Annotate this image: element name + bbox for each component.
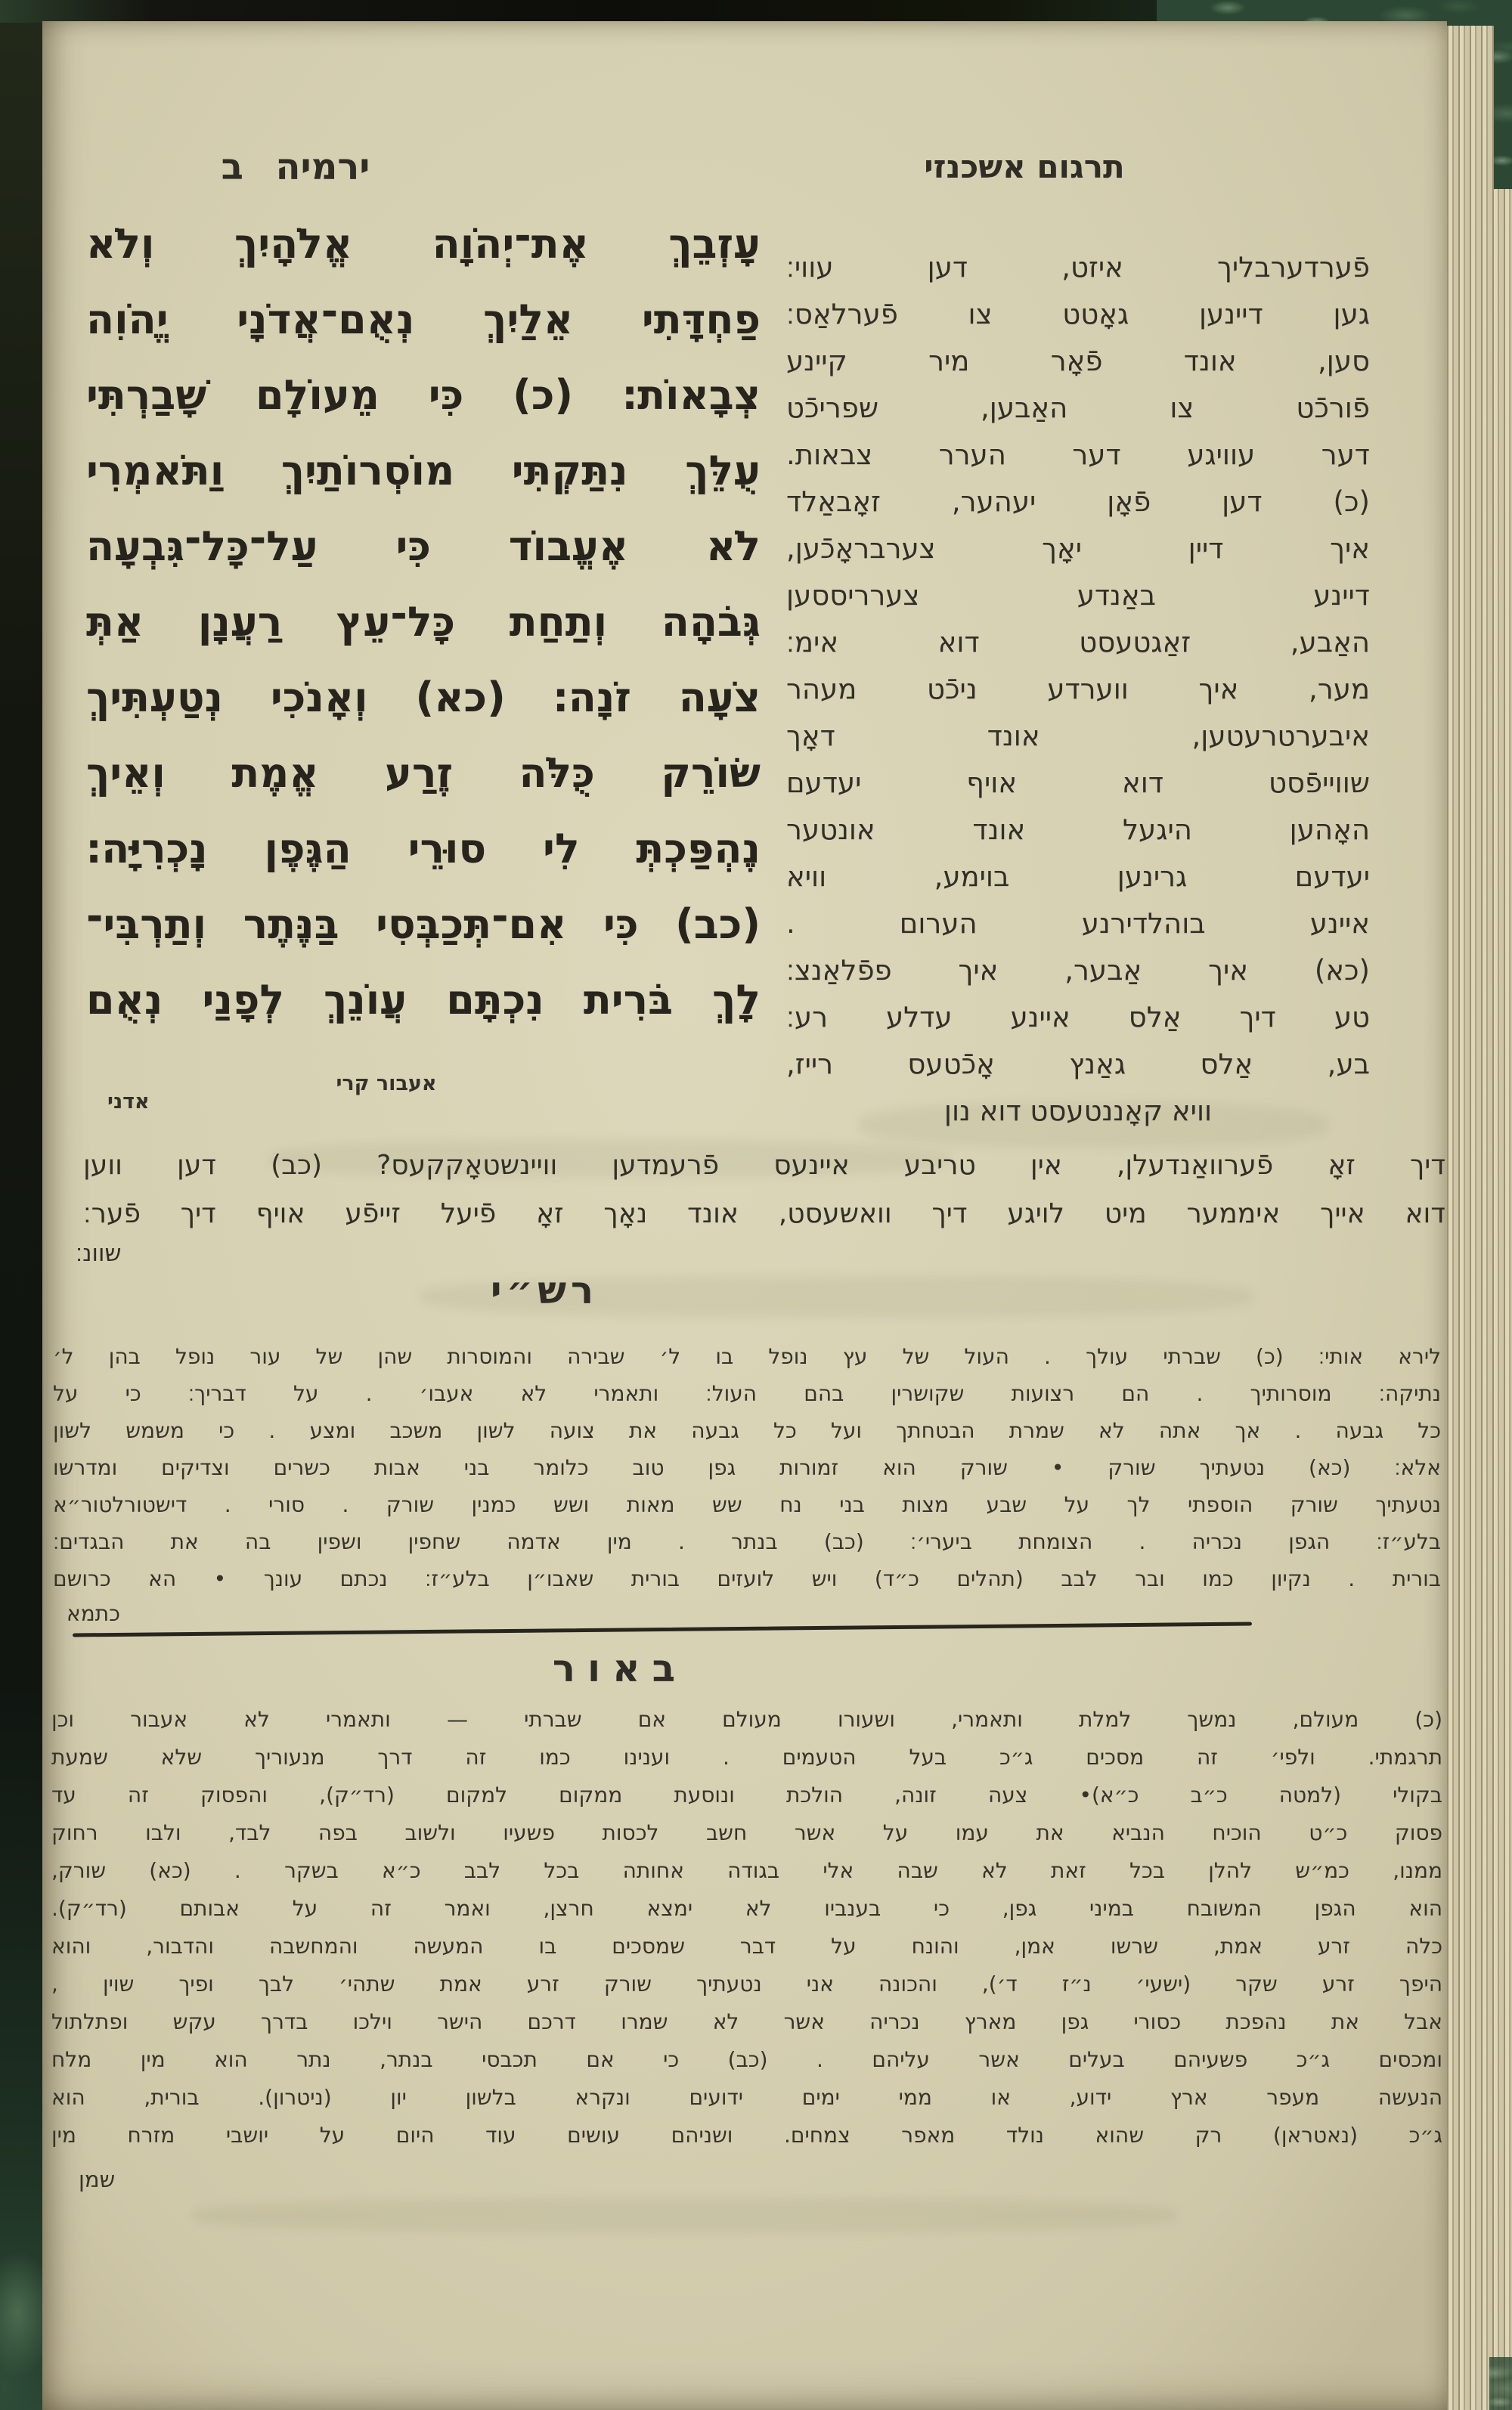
targum-line: (כא) איך אַבער, איך פפֿלאַנצ׃ [786, 954, 1370, 987]
bible-column-header: ירמיה ב [221, 146, 370, 188]
targum-line: גען דיינען גאָטט צו פֿערלאַס׃ [786, 298, 1370, 330]
ink-showthrough [194, 2198, 1176, 2232]
targum-line: סען, אונד פֿאָר מיר קיינע [786, 345, 1370, 377]
bible-line: צֹעָה זֹנָה׃ (כא) וְאָנֹכִי נְטַעְתִּיךְ [86, 674, 761, 721]
targum-full-line: דיך זאָ פֿערוואַנדעלן, אין טריבע איינעס פֿרעמדען וויינשטאָקקעס? (כב) דען ווען [83, 1150, 1445, 1181]
biur-line: תרגמתי. ולפי׳ זה מסכים ג״כ בעל הטעמים . וענינו כמו זה דרך מנעוריך שלא שמעת [51, 1745, 1442, 1770]
biur-line: הנעשה מעפר ארץ ידוע, או ממי ימים ידועים ונקרא בלשון יון (ניטרון). בורית, הוא [51, 2085, 1442, 2110]
rashi-line: כל גבעה . אך אתה לא שמרת הבטחתך ועל כל גבעה את צועה לשון משכב ומצע . כי משמש לשון [53, 1418, 1441, 1443]
targum-line: וויא קאָננטעסט דוא נון [943, 1095, 1213, 1127]
bible-line: גְּבֹהָה וְתַחַת כָּל־עֵץ רַעֲנָן אַתְּ [86, 598, 761, 646]
targum-line: מער, איך ווערדע ניכֿט מעהר [786, 673, 1370, 705]
rashi-line: בלע״ז׃ הגפן נכריה . הצומחת ביערי׳׃ (כב) בנתר . מין אדמה שחפין ושפין בה את הבגדים׃ [53, 1529, 1441, 1554]
biur-line: כלה זרע אמת, שרשו אמן, והונח על דבר שמסכים בו המעשה והמחשבה והדבור, והוא [51, 1934, 1442, 1959]
page-fore-edge-stack [1447, 0, 1512, 2410]
targum-line: טע דיך אַלס איינע עדלע רע׃ [786, 1001, 1370, 1033]
targum-catchword: שוונ׃ [76, 1240, 122, 1267]
rashi-line: נטעתיך שורק הוספתי לך על שבע מצות בני נח שש מאות ושש כמנין שורק . סורי . דישטורלטור״א [53, 1492, 1441, 1517]
biur-line: ממנו, כמ״ש להלן בכל זאת לא שבה אלי בגודה אחותה בכל לבב כ״א בשקר . (כא) שורק, [51, 1858, 1442, 1883]
targum-line: שווייפֿסט דוא אויף יעדעם [786, 767, 1370, 799]
targum-line: האַבע, זאַגטעסט דוא אימ׃ [786, 626, 1370, 658]
rashi-line: לירא אותי׃ (כ) שברתי עולך . העול של עץ נופל בו ל׳ שבירה והמוסרות שהן של עור נופל בהן ל׳ [53, 1344, 1441, 1369]
targum-line: איינע בוהלדירנע הערום . [786, 907, 1370, 940]
biur-line: פסוק כ״ט הוכיח הנביא את עמו על אשר חשב לכסות פשעיו ולשוב בפה לבד, ולבו רחוק [51, 1820, 1442, 1845]
bible-line: פַחְדָּתִי אֵלַיִךְ נְאֻם־אֲדֹנָי יֱהֹוִה [86, 296, 761, 343]
biur-line: (כ) מעולם, נמשך למלת ותאמרי, ושעורו מעולם אם שברתי — ותאמרי לא אעבור וכן [51, 1707, 1442, 1732]
targum-line: איבערטרעטען, אונד דאָך [786, 720, 1370, 752]
biur-catchword: שמן [79, 2167, 116, 2192]
bible-line: לָךְ בֹּרִית נִכְתָּם עֲוֹנֵךְ לְפָנַי נְאֻם [86, 976, 761, 1024]
bible-line: לֹא אֶעֱבוֹד כִּי עַל־כָּל־גִּבְעָה [86, 522, 761, 570]
rashi-line: בורית . נקיון כמו ובר לבב (תהלים כ״ד) ויש לועזים בורית שאבו״ן בלע״ז׃ נכתם עונך • הא כרושם [53, 1566, 1441, 1591]
biur-text-block [51, 1701, 1442, 2154]
book-cover-left-edge [0, 0, 44, 2410]
bible-catchword: אדני [107, 1090, 150, 1114]
rashi-text-block [53, 1338, 1441, 1597]
targum-line: (כ) דען פֿאָן יעהער, זאָבאַלד [786, 485, 1370, 518]
targum-line: דער עוויגע דער הערר צבאות. [786, 438, 1370, 471]
book-page [42, 21, 1447, 2410]
biur-line: הוא הגפן המשובח במיני גפן, כי בענביו לא ימצא חרצן, ואמר זה על אבותם (רד״ק). [51, 1896, 1442, 1921]
targum-line: דיינע באַנדע צערריססען [786, 579, 1370, 612]
bible-line: נֶהְפַּכְתְּ לִי סוּרֵי הַגֶּפֶן נָכְרִיָּה׃ [86, 825, 761, 872]
bible-text-column [86, 206, 761, 1038]
biur-line: ג״כ (נאטראן) רק שהוא נולד מאפר צמחים. ושניהם עושים עוד היום על יושבי מזרח מין [51, 2123, 1442, 2148]
targum-line: פֿורכֿט צו האַבען, שפריכֿט [786, 392, 1370, 424]
rashi-header: רש״י [490, 1269, 599, 1312]
book-cover-bottom-right-corner [1489, 2357, 1512, 2410]
book-cover-right-edge [1494, 0, 1512, 189]
bible-line: (כב) כִּי אִם־תְּכַבְּסִי בַּנֶּתֶר וְתַרְבִּי־ [86, 900, 761, 948]
targum-line: איך דיין יאָך צערבראָכֿען, [786, 532, 1370, 565]
targum-line: פֿערדערבליך איזט, דען עווי׃ [786, 251, 1370, 283]
bible-line: עָזְבֵךְ אֶת־יְהֹוָה אֱלֹהָיִךְ וְלֹא [86, 220, 761, 268]
targum-text-column [786, 244, 1370, 1135]
rashi-line: נתיקה׃ מוסרותיך . הם רצועות שקושרין בהם העול׃ ותאמרי לא אעבו׳ . על דבריך׃ כי על [53, 1381, 1441, 1406]
targum-fullwidth-block [83, 1141, 1445, 1238]
targum-full-line: דוא אייך איממער מיט לויגע דיך וואשעסט, אונד נאָך זאָ פֿיעל זייפֿע אויף דיך פֿער׃ [83, 1198, 1445, 1229]
biur-line: היפך זרע שקר (ישעי׳ נ״ז ד׳), והכונה אני נטעתיך שורק זרע אמת שתהי׳ לבך ופיך שוין , [51, 1972, 1442, 1996]
targum-line: האָהען היגעל אונד אונטער [786, 813, 1370, 846]
biur-line: אבל את נהפכת כסורי גפן מארץ נכריה אשר לא שמרו דרכם הישר וילכו בדרך עקש ופתלתול [51, 2009, 1442, 2034]
masoretic-kri-note: אעבור קרי [336, 1072, 437, 1095]
bible-line: עֻלֵּךְ נִתַּקְתִּי מוֹסְרוֹתַיִךְ וַתֹּאמְרִי [86, 447, 761, 494]
bible-line: צְבָאוֹת׃ (כ) כִּי מֵעוֹלָם שָׁבַרְתִּי [86, 371, 761, 419]
biur-line: ומכסים ג״כ פשעיהם בעלים אשר עליהם . (כב) כי אם תכבסי בנתר, נתר הוא מין מלח [51, 2047, 1442, 2072]
section-divider-rule [73, 1622, 1252, 1637]
biur-line: בקולי (למטה כ״ב כ״א)• צעה זונה, הולכת ונוסעת ממקום למקום (רד״ק), והפסוק זה עד [51, 1783, 1442, 1807]
targum-line: בע, אַלס גאַנץ אָכֿטעס רייז, [786, 1048, 1370, 1080]
bible-line: שׂוֹרֵק כֻּלֹּה זֶרַע אֱמֶת וְאֵיךְ [86, 749, 761, 797]
targum-line: יעדעם גרינען בוימע, וויא [786, 860, 1370, 893]
biur-header: באור [552, 1646, 688, 1690]
targum-column-header: תרגום אשכנזי [924, 148, 1125, 185]
rashi-line: אלא׃ (כא) נטעתיך שורק • שורק הוא זמורות גפן טוב כלומר בני אבות כשרים וצדיקים ומדרשו [53, 1455, 1441, 1480]
rashi-tail-word: כתמא [67, 1601, 120, 1626]
